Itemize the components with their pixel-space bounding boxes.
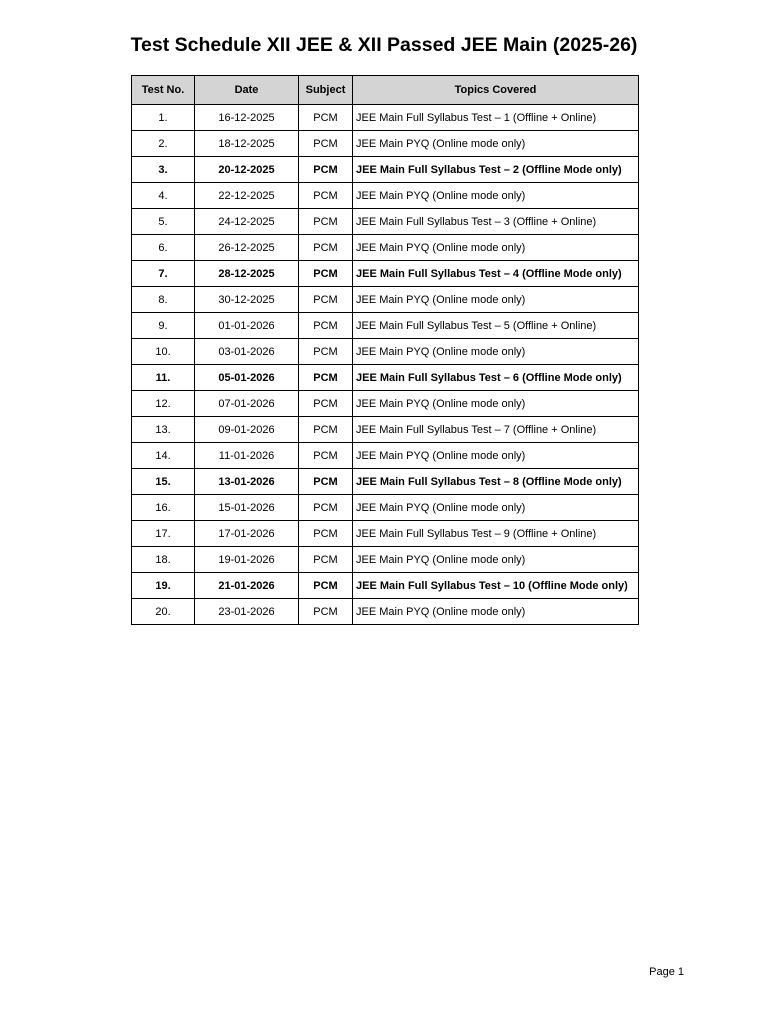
cell-subject: PCM xyxy=(299,521,353,547)
cell-topic: JEE Main Full Syllabus Test – 5 (Offline + Online) xyxy=(353,313,639,339)
cell-topic: JEE Main PYQ (Online mode only) xyxy=(353,391,639,417)
cell-test-no: 16. xyxy=(132,495,195,521)
cell-date: 16-12-2025 xyxy=(195,105,299,131)
cell-date: 07-01-2026 xyxy=(195,391,299,417)
table-row xyxy=(132,443,639,469)
cell-topic: JEE Main Full Syllabus Test – 3 (Offline + Online) xyxy=(353,209,639,235)
cell-date: 19-01-2026 xyxy=(195,547,299,573)
cell-subject: PCM xyxy=(299,105,353,131)
cell-topic: JEE Main PYQ (Online mode only) xyxy=(353,495,639,521)
header-date: Date xyxy=(195,76,299,105)
cell-date: 21-01-2026 xyxy=(195,573,299,599)
table-row xyxy=(132,183,639,209)
cell-test-no: 7. xyxy=(132,261,195,287)
cell-test-no: 8. xyxy=(132,287,195,313)
cell-test-no: 3. xyxy=(132,157,195,183)
table-row xyxy=(132,417,639,443)
cell-subject: PCM xyxy=(299,573,353,599)
cell-subject: PCM xyxy=(299,183,353,209)
table-row xyxy=(132,599,639,625)
cell-test-no: 5. xyxy=(132,209,195,235)
cell-test-no: 4. xyxy=(132,183,195,209)
table-row xyxy=(132,521,639,547)
table-row xyxy=(132,339,639,365)
cell-test-no: 10. xyxy=(132,339,195,365)
table-row xyxy=(132,573,639,599)
cell-topic: JEE Main Full Syllabus Test – 9 (Offline + Online) xyxy=(353,521,639,547)
cell-topic: JEE Main Full Syllabus Test – 1 (Offline + Online) xyxy=(353,105,639,131)
cell-subject: PCM xyxy=(299,365,353,391)
cell-topic: JEE Main PYQ (Online mode only) xyxy=(353,443,639,469)
table-body xyxy=(132,105,639,625)
table-header xyxy=(132,76,639,105)
cell-test-no: 17. xyxy=(132,521,195,547)
cell-subject: PCM xyxy=(299,131,353,157)
cell-topic: JEE Main Full Syllabus Test – 2 (Offline Mode only) xyxy=(353,157,639,183)
cell-topic: JEE Main PYQ (Online mode only) xyxy=(353,287,639,313)
cell-test-no: 9. xyxy=(132,313,195,339)
cell-date: 22-12-2025 xyxy=(195,183,299,209)
cell-test-no: 18. xyxy=(132,547,195,573)
table-row xyxy=(132,131,639,157)
table-row xyxy=(132,391,639,417)
header-test-no: Test No. xyxy=(132,76,195,105)
table-row xyxy=(132,547,639,573)
cell-test-no: 6. xyxy=(132,235,195,261)
header-topics: Topics Covered xyxy=(353,76,639,105)
cell-topic: JEE Main Full Syllabus Test – 10 (Offline Mode only) xyxy=(353,573,639,599)
cell-topic: JEE Main PYQ (Online mode only) xyxy=(353,599,639,625)
cell-date: 11-01-2026 xyxy=(195,443,299,469)
cell-subject: PCM xyxy=(299,209,353,235)
cell-test-no: 13. xyxy=(132,417,195,443)
cell-date: 17-01-2026 xyxy=(195,521,299,547)
cell-subject: PCM xyxy=(299,339,353,365)
cell-test-no: 15. xyxy=(132,469,195,495)
page-number: Page 1 xyxy=(649,966,684,978)
table-row xyxy=(132,261,639,287)
cell-date: 24-12-2025 xyxy=(195,209,299,235)
cell-subject: PCM xyxy=(299,261,353,287)
table-row xyxy=(132,157,639,183)
header-subject: Subject xyxy=(299,76,353,105)
cell-date: 26-12-2025 xyxy=(195,235,299,261)
cell-date: 15-01-2026 xyxy=(195,495,299,521)
cell-test-no: 19. xyxy=(132,573,195,599)
cell-subject: PCM xyxy=(299,313,353,339)
cell-topic: JEE Main PYQ (Online mode only) xyxy=(353,235,639,261)
table-row xyxy=(132,235,639,261)
cell-topic: JEE Main Full Syllabus Test – 7 (Offline + Online) xyxy=(353,417,639,443)
cell-date: 09-01-2026 xyxy=(195,417,299,443)
cell-subject: PCM xyxy=(299,391,353,417)
cell-test-no: 11. xyxy=(132,365,195,391)
cell-subject: PCM xyxy=(299,235,353,261)
cell-date: 28-12-2025 xyxy=(195,261,299,287)
cell-subject: PCM xyxy=(299,417,353,443)
header-row xyxy=(132,76,639,105)
table-row xyxy=(132,495,639,521)
cell-date: 13-01-2026 xyxy=(195,469,299,495)
table-row xyxy=(132,469,639,495)
cell-topic: JEE Main Full Syllabus Test – 4 (Offline Mode only) xyxy=(353,261,639,287)
page-title: Test Schedule XII JEE & XII Passed JEE Main (2025-26) xyxy=(130,34,638,56)
cell-test-no: 20. xyxy=(132,599,195,625)
schedule-table xyxy=(131,75,639,625)
cell-topic: JEE Main PYQ (Online mode only) xyxy=(353,547,639,573)
cell-test-no: 2. xyxy=(132,131,195,157)
cell-date: 01-01-2026 xyxy=(195,313,299,339)
table-row xyxy=(132,313,639,339)
cell-test-no: 1. xyxy=(132,105,195,131)
cell-subject: PCM xyxy=(299,495,353,521)
cell-topic: JEE Main PYQ (Online mode only) xyxy=(353,131,639,157)
cell-subject: PCM xyxy=(299,287,353,313)
cell-subject: PCM xyxy=(299,469,353,495)
cell-subject: PCM xyxy=(299,599,353,625)
cell-subject: PCM xyxy=(299,157,353,183)
cell-test-no: 12. xyxy=(132,391,195,417)
cell-topic: JEE Main Full Syllabus Test – 6 (Offline Mode only) xyxy=(353,365,639,391)
cell-date: 20-12-2025 xyxy=(195,157,299,183)
cell-date: 18-12-2025 xyxy=(195,131,299,157)
table-row xyxy=(132,365,639,391)
cell-topic: JEE Main PYQ (Online mode only) xyxy=(353,183,639,209)
cell-date: 03-01-2026 xyxy=(195,339,299,365)
cell-test-no: 14. xyxy=(132,443,195,469)
table-row xyxy=(132,209,639,235)
cell-topic: JEE Main PYQ (Online mode only) xyxy=(353,339,639,365)
cell-date: 05-01-2026 xyxy=(195,365,299,391)
cell-topic: JEE Main Full Syllabus Test – 8 (Offline Mode only) xyxy=(353,469,639,495)
cell-subject: PCM xyxy=(299,443,353,469)
table-row xyxy=(132,105,639,131)
cell-subject: PCM xyxy=(299,547,353,573)
table-row xyxy=(132,287,639,313)
cell-date: 23-01-2026 xyxy=(195,599,299,625)
cell-date: 30-12-2025 xyxy=(195,287,299,313)
